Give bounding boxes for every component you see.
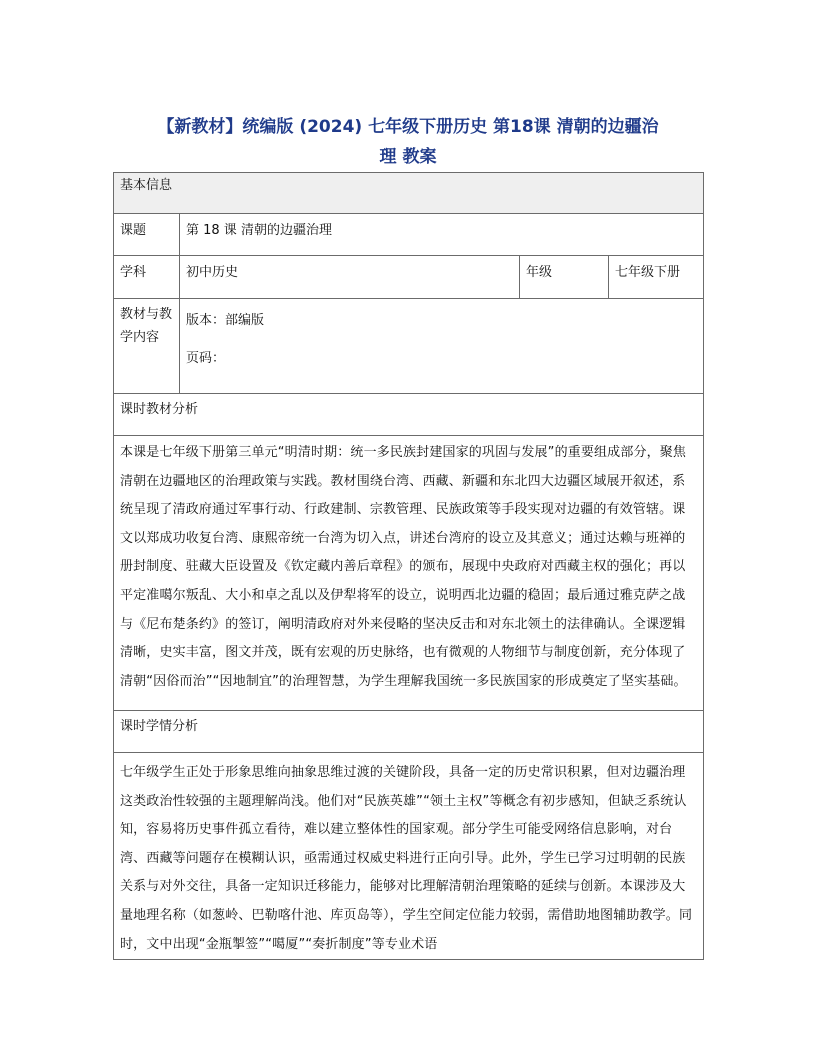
grade-value: 七年级下册 [609, 256, 704, 299]
grade-label: 年级 [520, 256, 609, 299]
subject-row [114, 256, 704, 299]
analysis-header-row [114, 394, 704, 436]
materials-row [114, 299, 704, 394]
subject-label: 学科 [114, 256, 180, 299]
document-title [100, 112, 716, 172]
topic-value: 第 18 课 清朝的边疆治理 [180, 214, 704, 256]
basic-info-row [114, 173, 704, 214]
student-header-row [114, 711, 704, 753]
student-header: 课时学情分析 [114, 711, 704, 753]
title-line-1: 【新教材】统编版 (2024) 七年级下册历史 第18课 清朝的边疆治 [157, 117, 659, 137]
topic-label: 课题 [114, 214, 180, 256]
student-text: 七年级学生正处于形象思维向抽象思维过渡的关键阶段，具备一定的历史常识积累，但对边疆治理这类政治性较强的主题理解尚浅。他们对“民族英雄”“领土主权”等概念有初步感知，但缺乏系统认知，容易将历史事件孤立看待，难以建立整体性的国家观。部分学生可能受网络信息影响，对台湾、西藏等问题存在模糊认识，亟需通过权威史料进行正向引导。此外，学生已学习过明朝的民族关系与对外交往，具备一定知识迁移能力，能够对比理解清朝治理策略的延续与创新。本课涉及大量地理名称（如葱岭、巴勒喀什池、库页岛等），学生空间定位能力较弱，需借助地图辅助教学。同时，文中出现“金瓶掣签”“噶厦”“奏折制度”等专业术语 [114, 753, 704, 960]
materials-label: 教材与教学内容 [114, 299, 180, 394]
analysis-text: 本课是七年级下册第三单元“明清时期：统一多民族封建国家的巩固与发展”的重要组成部分，聚焦清朝在边疆地区的治理政策与实践。教材围绕台湾、西藏、新疆和东北四大边疆区域展开叙述，系统呈现了清政府通过军事行动、行政建制、宗教管理、民族政策等手段实现对边疆的有效管辖。课文以郑成功收复台湾、康熙帝统一台湾为切入点，讲述台湾府的设立及其意义；通过达赖与班禅的册封制度、驻藏大臣设置及《钦定藏内善后章程》的颁布，展现中央政府对西藏主权的强化；再以平定准噶尔叛乱、大小和卓之乱以及伊犁将军的设立，说明西北边疆的稳固；最后通过雅克萨之战与《尼布楚条约》的签订，阐明清政府对外来侵略的坚决反击和对东北领土的法律确认。全课逻辑清晰，史实丰富，图文并茂，既有宏观的历史脉络，也有微观的人物细节与制度创新，充分体现了清朝“因俗而治”“因地制宜”的治理智慧，为学生理解我国统一多民族国家的形成奠定了坚实基础。 [114, 436, 704, 711]
basic-info-header: 基本信息 [114, 173, 704, 214]
analysis-text-row [114, 436, 704, 711]
student-text-row [114, 753, 704, 960]
title-line-2: 理 教案 [379, 147, 437, 167]
edition-text: 版本：部编版 [186, 313, 265, 328]
pages-text: 页码： [186, 351, 226, 366]
materials-content [180, 299, 704, 394]
analysis-header: 课时教材分析 [114, 394, 704, 436]
subject-value: 初中历史 [180, 256, 520, 299]
topic-row [114, 214, 704, 256]
lesson-plan-table [113, 172, 704, 960]
